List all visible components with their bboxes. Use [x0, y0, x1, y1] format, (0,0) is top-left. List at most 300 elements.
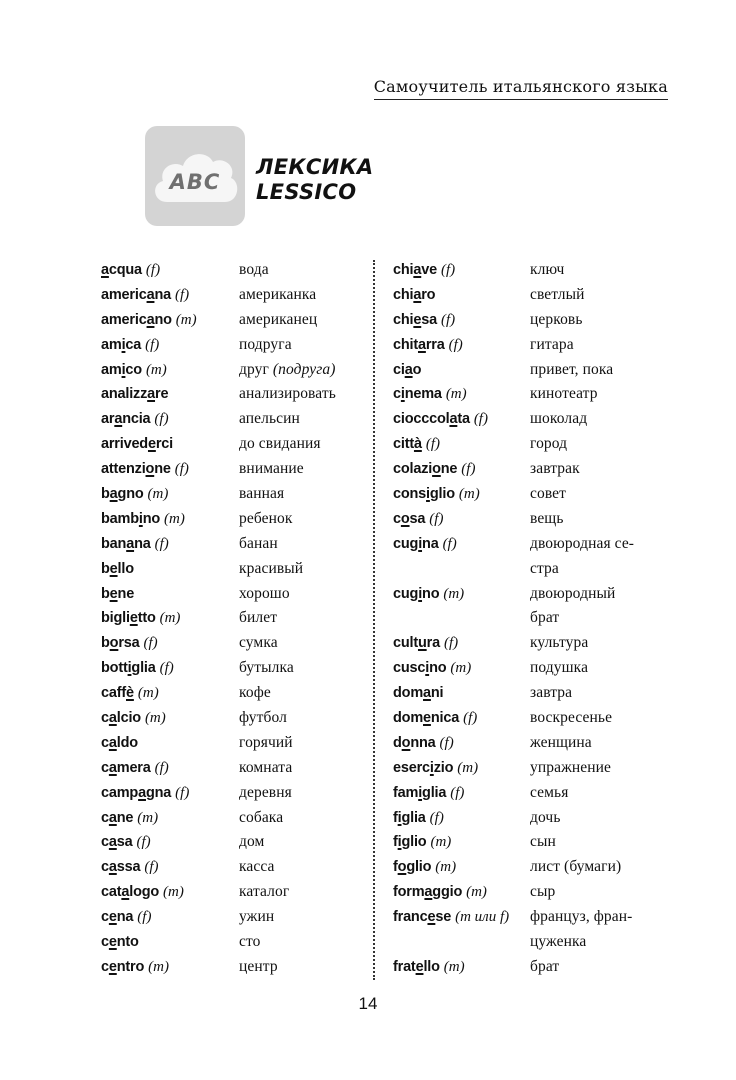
- stressed-vowel: a: [404, 361, 413, 378]
- stressed-vowel: e: [147, 436, 156, 453]
- russian-translation: [530, 582, 615, 607]
- russian-translation: [530, 507, 564, 532]
- russian-translation: [530, 358, 613, 383]
- word-part: no: [154, 311, 172, 328]
- word-part: ci: [393, 361, 405, 378]
- translation-text: футбол: [239, 709, 287, 727]
- russian-translation: [530, 606, 559, 631]
- word-part: ne: [154, 461, 171, 478]
- stressed-vowel: i: [121, 336, 126, 353]
- word-part: co: [125, 361, 142, 378]
- gender-marker: (f): [136, 834, 151, 851]
- russian-translation: [239, 382, 336, 407]
- translation-text: воскресенье: [530, 709, 613, 727]
- translation-text: дочь: [530, 808, 561, 826]
- gender-marker: (m): [164, 510, 185, 527]
- vocabulary-entry: [101, 333, 369, 358]
- stressed-vowel: o: [145, 461, 155, 478]
- word-part: se: [435, 909, 452, 926]
- russian-translation: [239, 482, 284, 507]
- stressed-vowel: a: [423, 685, 431, 702]
- word-part: glio: [406, 859, 432, 876]
- gender-marker: (m): [145, 361, 167, 378]
- gender-marker: (m): [457, 759, 479, 776]
- word-part: c: [101, 734, 109, 751]
- word-part: caff: [101, 685, 126, 702]
- italian-word: [101, 258, 160, 283]
- word-part: ra: [426, 635, 440, 652]
- word-part: ntro: [116, 958, 145, 975]
- russian-translation: [530, 457, 580, 482]
- word-part: na: [134, 535, 151, 552]
- russian-translation: [530, 532, 634, 557]
- gender-marker: (f): [473, 411, 488, 428]
- word-part: glia: [131, 660, 156, 677]
- word-part: no: [429, 660, 447, 677]
- vocabulary-entry: [101, 582, 369, 607]
- translation-text: американец: [239, 310, 318, 328]
- word-part: bamb: [101, 510, 139, 527]
- italian-word: [393, 855, 456, 880]
- russian-translation: [530, 407, 587, 432]
- russian-translation: [530, 382, 598, 407]
- translation-text: горячий: [239, 733, 293, 751]
- russian-translation: [239, 333, 292, 358]
- vocabulary-entry: [393, 606, 673, 631]
- gender-marker: (m): [450, 660, 472, 677]
- italian-word: [101, 756, 169, 781]
- stressed-vowel: a: [449, 411, 458, 428]
- russian-translation: [530, 258, 564, 283]
- word-part: mera: [116, 759, 151, 776]
- vocabulary-entry: [101, 507, 369, 532]
- word-part: americ: [101, 286, 147, 303]
- stressed-vowel: i: [400, 386, 405, 403]
- translation-text: билет: [239, 609, 278, 627]
- italian-word: [101, 358, 167, 383]
- stressed-vowel: a: [147, 386, 156, 403]
- word-part: no: [422, 585, 440, 602]
- russian-translation: [530, 706, 612, 731]
- russian-translation: [530, 681, 572, 706]
- russian-translation: [530, 955, 559, 980]
- stressed-vowel: e: [108, 958, 117, 975]
- russian-translation: [239, 432, 321, 457]
- italian-word: [101, 955, 169, 980]
- italian-word: [393, 333, 463, 358]
- gender-marker: (m): [445, 386, 467, 403]
- vocabulary-entry: [393, 905, 673, 930]
- stressed-vowel: a: [121, 884, 130, 901]
- column-divider: [373, 260, 375, 980]
- vocabulary-entry: [101, 283, 369, 308]
- russian-translation: [530, 557, 559, 582]
- italian-word: [101, 333, 159, 358]
- stressed-vowel: e: [109, 585, 118, 602]
- word-part: c: [101, 710, 109, 727]
- vocabulary-entry: [101, 482, 369, 507]
- italian-word: [393, 905, 509, 930]
- vocabulary-entry: [393, 557, 673, 582]
- translation-text: комната: [239, 758, 293, 776]
- translation-text: кинотеатр: [530, 385, 598, 403]
- italian-word: [393, 507, 443, 532]
- italian-word: [101, 880, 184, 905]
- stressed-vowel: a: [109, 486, 118, 503]
- word-part: nica: [430, 710, 460, 727]
- italian-word: [101, 382, 168, 407]
- vocabulary-entry: [101, 631, 369, 656]
- russian-translation: [239, 308, 317, 333]
- translation-text: бутылка: [239, 659, 294, 677]
- word-part: ban: [101, 535, 127, 552]
- gender-marker: (f): [174, 461, 189, 478]
- italian-word: [393, 756, 478, 781]
- italian-word: [101, 308, 197, 333]
- translation-text: брат: [530, 957, 560, 975]
- translation-text: лист (бумаги): [530, 858, 622, 876]
- italian-word: [393, 781, 464, 806]
- gender-marker: (m): [159, 610, 181, 627]
- italian-word: [101, 830, 151, 855]
- word-part: tto: [137, 610, 156, 627]
- gender-marker: (f): [443, 635, 459, 652]
- russian-translation: [530, 855, 621, 880]
- stressed-vowel: a: [101, 262, 109, 278]
- vocabulary-entry: [101, 358, 369, 383]
- word-part: cug: [393, 585, 419, 602]
- italian-word: [101, 806, 158, 831]
- stressed-vowel: i: [397, 834, 402, 851]
- gender-marker: (f): [145, 336, 160, 353]
- translation-text: стра: [530, 559, 559, 577]
- translation-text: женщина: [530, 733, 592, 751]
- gender-marker: (m): [466, 884, 487, 901]
- word-part: dom: [393, 710, 424, 727]
- word-part: c: [101, 909, 109, 926]
- word-part: cult: [393, 635, 418, 652]
- vocabulary-entry: [393, 681, 673, 706]
- vocabulary-entry: [393, 407, 673, 432]
- gender-marker: (f): [461, 461, 476, 478]
- vocabulary-entry: [393, 333, 673, 358]
- russian-translation: [530, 333, 574, 358]
- word-part: chi: [393, 286, 414, 303]
- word-part: c: [101, 859, 109, 876]
- gender-marker: (m): [430, 834, 452, 851]
- word-part: na: [116, 909, 134, 926]
- stressed-vowel: i: [429, 759, 434, 776]
- vocabulary-entry: [393, 432, 673, 457]
- word-part: llo: [423, 958, 440, 975]
- translation-text: банан: [239, 534, 278, 552]
- word-part: sa: [421, 311, 437, 328]
- word-part: c: [393, 386, 401, 403]
- gender-marker: (f): [440, 262, 456, 278]
- translation-text: собака: [239, 808, 284, 826]
- word-part: llo: [117, 560, 134, 577]
- stressed-vowel: a: [413, 286, 422, 303]
- translation-text: завтрак: [530, 460, 580, 478]
- gender-marker: (f): [159, 660, 174, 677]
- word-part: colazi: [393, 461, 433, 478]
- word-part: re: [155, 386, 169, 403]
- word-part: gno: [117, 486, 144, 503]
- gender-marker: (m): [443, 585, 465, 602]
- russian-translation: [239, 557, 303, 582]
- word-part: glio: [401, 834, 427, 851]
- italian-word: [101, 656, 174, 681]
- gender-marker: (m): [137, 685, 159, 702]
- stressed-vowel: e: [129, 610, 138, 627]
- translation-text: двоюродный: [530, 584, 616, 602]
- russian-translation: [239, 507, 292, 532]
- russian-translation: [239, 457, 304, 482]
- vocabulary-entry: [393, 806, 673, 831]
- vocabulary-entry: [393, 457, 673, 482]
- stressed-vowel: e: [109, 560, 118, 577]
- translation-text: центр: [239, 957, 278, 975]
- word-part: no: [142, 510, 161, 527]
- word-part: b: [101, 560, 110, 577]
- russian-translation: [530, 930, 586, 955]
- translation-text: гитара: [530, 335, 574, 353]
- stressed-vowel: a: [138, 784, 146, 801]
- translation-text: касса: [239, 858, 275, 876]
- vocabulary-entry: [101, 432, 369, 457]
- stressed-vowel: a: [108, 809, 117, 826]
- translation-text: анализировать: [239, 385, 336, 403]
- translation-text: подруга: [239, 335, 292, 353]
- word-part: sa: [116, 834, 133, 851]
- gender-marker: (m): [163, 884, 184, 901]
- vocabulary-entry: [393, 631, 673, 656]
- russian-translation: [239, 582, 290, 607]
- translation-text: до свидания: [239, 435, 321, 453]
- russian-translation: [530, 482, 566, 507]
- stressed-vowel: a: [114, 411, 123, 428]
- italian-word: [101, 582, 134, 607]
- word-part: ro: [421, 286, 436, 303]
- russian-translation: [239, 955, 278, 980]
- stressed-vowel: o: [400, 510, 410, 527]
- vocabulary-entry: [101, 656, 369, 681]
- vocabulary-entry: [101, 557, 369, 582]
- word-part: ldo: [116, 734, 138, 751]
- stressed-vowel: a: [108, 734, 117, 751]
- translation-text: ребенок: [239, 509, 293, 527]
- translation-text: дом: [239, 833, 265, 851]
- russian-translation: [239, 880, 289, 905]
- russian-translation: [530, 756, 611, 781]
- italian-word: [101, 706, 166, 731]
- italian-word: [101, 283, 189, 308]
- stressed-vowel: i: [138, 510, 143, 527]
- gender-marker: (m): [175, 311, 197, 328]
- russian-translation: [239, 606, 277, 631]
- translation-text: ужин: [239, 908, 275, 926]
- word-part: chi: [393, 262, 414, 278]
- translation-text: семья: [530, 783, 569, 801]
- vocabulary-entry: [393, 880, 673, 905]
- vocabulary-entry: [101, 382, 369, 407]
- russian-translation: [239, 806, 283, 831]
- vocabulary-entry: [393, 283, 673, 308]
- russian-translation: [239, 731, 293, 756]
- russian-translation: [530, 905, 632, 930]
- word-part: c: [393, 510, 401, 527]
- word-part: analizz: [101, 386, 148, 403]
- vocabulary-entry: [393, 731, 673, 756]
- translation-text: двоюродная се-: [530, 534, 635, 552]
- word-part: camp: [101, 784, 139, 801]
- translation-text: цуженка: [530, 933, 587, 951]
- vocabulary-entry: [393, 706, 673, 731]
- italian-word: [101, 557, 134, 582]
- translation-text: апельсин: [239, 410, 300, 428]
- word-part: glia: [401, 809, 426, 826]
- stressed-vowel: o: [397, 859, 407, 876]
- italian-word: [393, 806, 444, 831]
- stressed-vowel: a: [108, 859, 117, 876]
- russian-translation: [530, 656, 588, 681]
- vocabulary-entry: [393, 582, 673, 607]
- word-part: ar: [101, 411, 115, 428]
- italian-word: [101, 432, 173, 457]
- russian-translation: [239, 283, 316, 308]
- russian-translation: [530, 806, 561, 831]
- italian-word: [393, 432, 440, 457]
- stressed-vowel: i: [121, 361, 126, 378]
- translation-text: город: [530, 435, 568, 453]
- vocabulary-entry: [101, 855, 369, 880]
- russian-translation: [530, 308, 583, 333]
- running-head: Самоучитель итальянского языка: [374, 77, 668, 100]
- word-part: ciocccol: [393, 411, 450, 428]
- stressed-vowel: e: [108, 909, 117, 926]
- gender-marker: (f): [442, 535, 457, 552]
- vocabulary-entry: [101, 905, 369, 930]
- word-part: f: [393, 859, 398, 876]
- stressed-vowel: a: [108, 710, 117, 727]
- translation-text: сумка: [239, 634, 278, 652]
- gender-marker: (f): [143, 635, 158, 652]
- gender-marker: (f): [440, 311, 456, 328]
- word-part: nema: [404, 386, 442, 403]
- vocabulary-entry: [393, 955, 673, 980]
- italian-word: [393, 382, 467, 407]
- word-part: ta: [457, 411, 470, 428]
- gender-marker: (f): [144, 859, 159, 876]
- word-part: attenzi: [101, 461, 146, 478]
- vocabulary-entry: [101, 457, 369, 482]
- russian-translation: [239, 681, 271, 706]
- word-part: franc: [393, 909, 428, 926]
- word-part: b: [101, 585, 110, 602]
- translation-text: вещь: [530, 509, 564, 527]
- word-part: fam: [393, 784, 419, 801]
- italian-word: [393, 656, 471, 681]
- translation-text: красивый: [239, 559, 304, 577]
- italian-word: [101, 407, 169, 432]
- word-part: c: [101, 809, 109, 826]
- italian-word: [393, 681, 443, 706]
- gender-marker: (f): [154, 759, 169, 776]
- gender-marker: (f): [429, 510, 444, 527]
- vocabulary-entry: [101, 781, 369, 806]
- vocabulary-entry: [393, 930, 673, 955]
- word-part: na: [422, 535, 439, 552]
- vocabulary-entry: [101, 731, 369, 756]
- stressed-vowel: i: [426, 486, 430, 503]
- stressed-vowel: o: [432, 461, 441, 478]
- vocabulary-entry: [101, 407, 369, 432]
- vocabulary-entry: [393, 532, 673, 557]
- translation-text: шоколад: [530, 410, 588, 428]
- translation-text: брат: [530, 609, 560, 627]
- italian-word: [393, 283, 435, 308]
- word-part: c: [101, 834, 109, 851]
- italian-word: [101, 681, 159, 706]
- vocabulary-entry: [101, 880, 369, 905]
- stressed-vowel: i: [397, 809, 402, 826]
- russian-translation: [530, 731, 592, 756]
- italian-word: [393, 631, 458, 656]
- translation-text: ванная: [239, 485, 285, 503]
- stressed-vowel: a: [108, 759, 117, 776]
- word-part: c: [101, 934, 109, 951]
- translation-text: подушка: [530, 659, 589, 677]
- gender-marker: (m или f): [455, 909, 510, 926]
- stressed-vowel: a: [413, 262, 422, 278]
- russian-translation: [239, 756, 292, 781]
- word-part: f: [393, 809, 398, 826]
- russian-translation: [530, 880, 555, 905]
- vocabulary-entry: [393, 358, 673, 383]
- logo-text: ABC: [169, 170, 221, 194]
- word-part: na: [154, 286, 171, 303]
- gender-marker: (f): [154, 411, 169, 428]
- word-part: c: [101, 958, 109, 975]
- stressed-vowel: è: [126, 685, 134, 702]
- translation-text: сын: [530, 833, 556, 851]
- abc-logo: [145, 126, 245, 226]
- italian-word: [393, 258, 455, 283]
- vocabulary-entry: [101, 756, 369, 781]
- word-part: f: [393, 834, 398, 851]
- vocabulary-entry: [393, 830, 673, 855]
- russian-translation: [239, 781, 292, 806]
- russian-translation: [239, 656, 294, 681]
- word-part: ne: [440, 461, 458, 478]
- russian-translation: [530, 432, 567, 457]
- vocabulary-entry: [101, 806, 369, 831]
- gender-marker: (m): [435, 859, 457, 876]
- gender-marker: (m): [137, 809, 159, 826]
- word-part: ni: [430, 685, 444, 702]
- stressed-vowel: i: [418, 784, 423, 801]
- translation-text: культура: [530, 634, 589, 652]
- gender-marker: (f): [154, 535, 169, 552]
- translation-text: француз, фран-: [530, 908, 633, 926]
- word-part: ggio: [432, 884, 463, 901]
- gender-marker: (f): [137, 909, 152, 926]
- italian-word: [101, 606, 180, 631]
- word-part: frat: [393, 958, 416, 975]
- translation-text: ключ: [530, 261, 565, 278]
- word-part: d: [393, 734, 402, 751]
- word-part: dom: [393, 685, 424, 702]
